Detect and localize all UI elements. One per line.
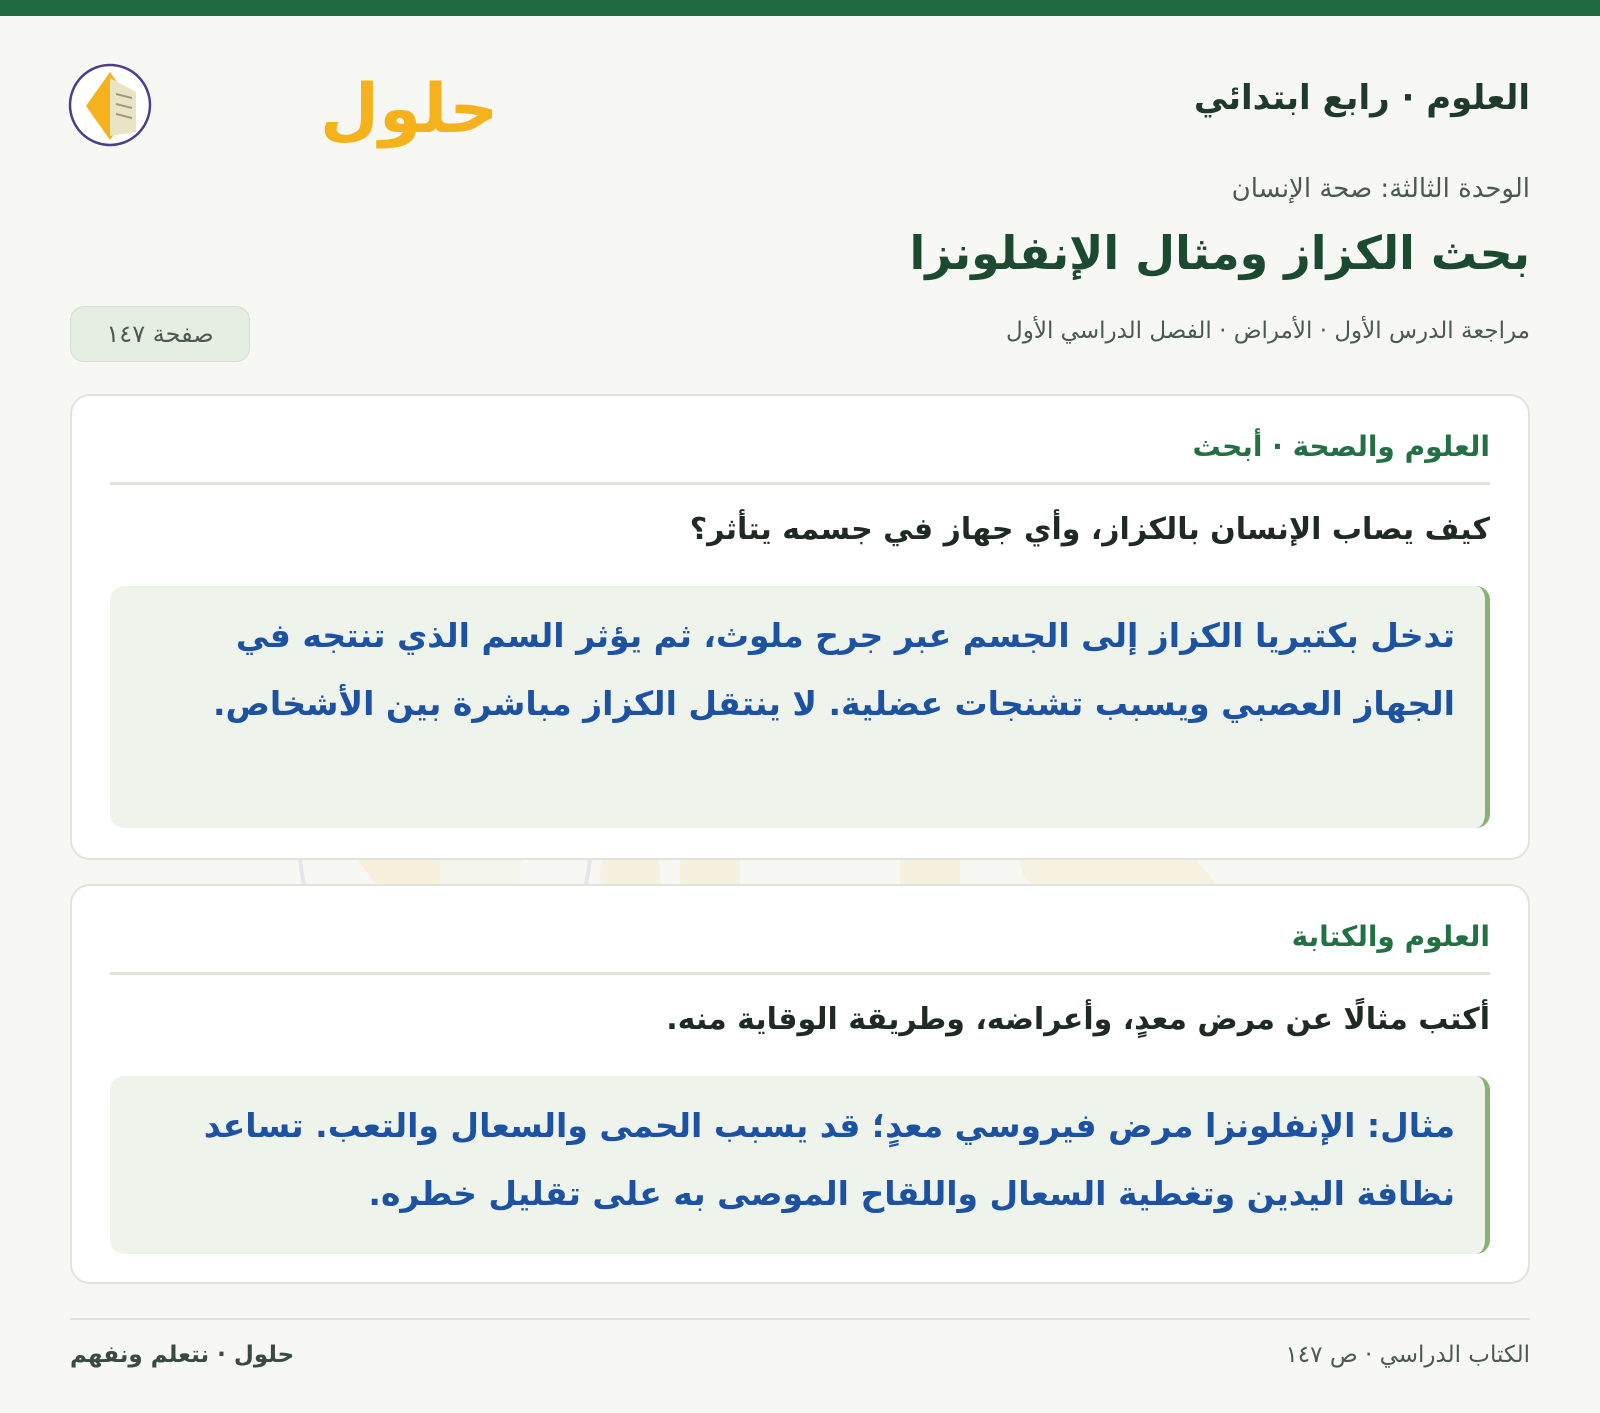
card-divider	[110, 972, 1490, 975]
lesson-meta: مراجعة الدرس الأول · الأمراض · الفصل الدراسي الأول	[1006, 318, 1530, 344]
question-text: أكتب مثالًا عن مرض معدٍ، وأعراضه، وطريقة الوقاية منه.	[666, 1002, 1490, 1037]
logo-book-icon	[70, 65, 150, 145]
answer-box: تدخل بكتيريا الكزاز إلى الجسم عبر جرح ملوث، ثم يؤثر السم الذي تنتجه في الجهاز العصبي ويسبب تشنجات عضلية. لا ينتقل الكزاز مباشرة بين الأشخاص.	[110, 586, 1490, 828]
hulul-logo[interactable]	[70, 48, 499, 158]
question-text: كيف يصاب الإنسان بالكزاز، وأي جهاز في جسمه يتأثر؟	[689, 512, 1490, 547]
footer-brand: حلول · نتعلم ونفهم	[70, 1342, 295, 1368]
subject-title: العلوم · رابع ابتدائي	[1193, 78, 1530, 118]
writing-card	[70, 884, 1530, 1284]
header	[70, 48, 1530, 158]
footer-divider	[70, 1318, 1530, 1320]
card-section-label: العلوم والكتابة	[1291, 920, 1490, 953]
card-section-label: العلوم والصحة · أبحث	[1192, 430, 1490, 463]
top-accent-bar	[0, 0, 1600, 16]
card-divider	[110, 482, 1490, 485]
footer-source: الكتاب الدراسي · ص ١٤٧	[1285, 1342, 1530, 1368]
page-number-badge: صفحة ١٤٧	[70, 306, 250, 362]
unit-label: الوحدة الثالثة: صحة الإنسان	[1231, 174, 1530, 204]
answer-box: مثال: الإنفلونزا مرض فيروسي معدٍ؛ قد يسبب الحمى والسعال والتعب. تساعد نظافة اليدين وتغطية السعال واللقاح الموصى به على تقليل خطره.	[110, 1076, 1490, 1254]
research-card	[70, 394, 1530, 860]
logo-text: حلول	[320, 70, 499, 149]
page-title: بحث الكزاز ومثال الإنفلونزا	[909, 226, 1530, 280]
